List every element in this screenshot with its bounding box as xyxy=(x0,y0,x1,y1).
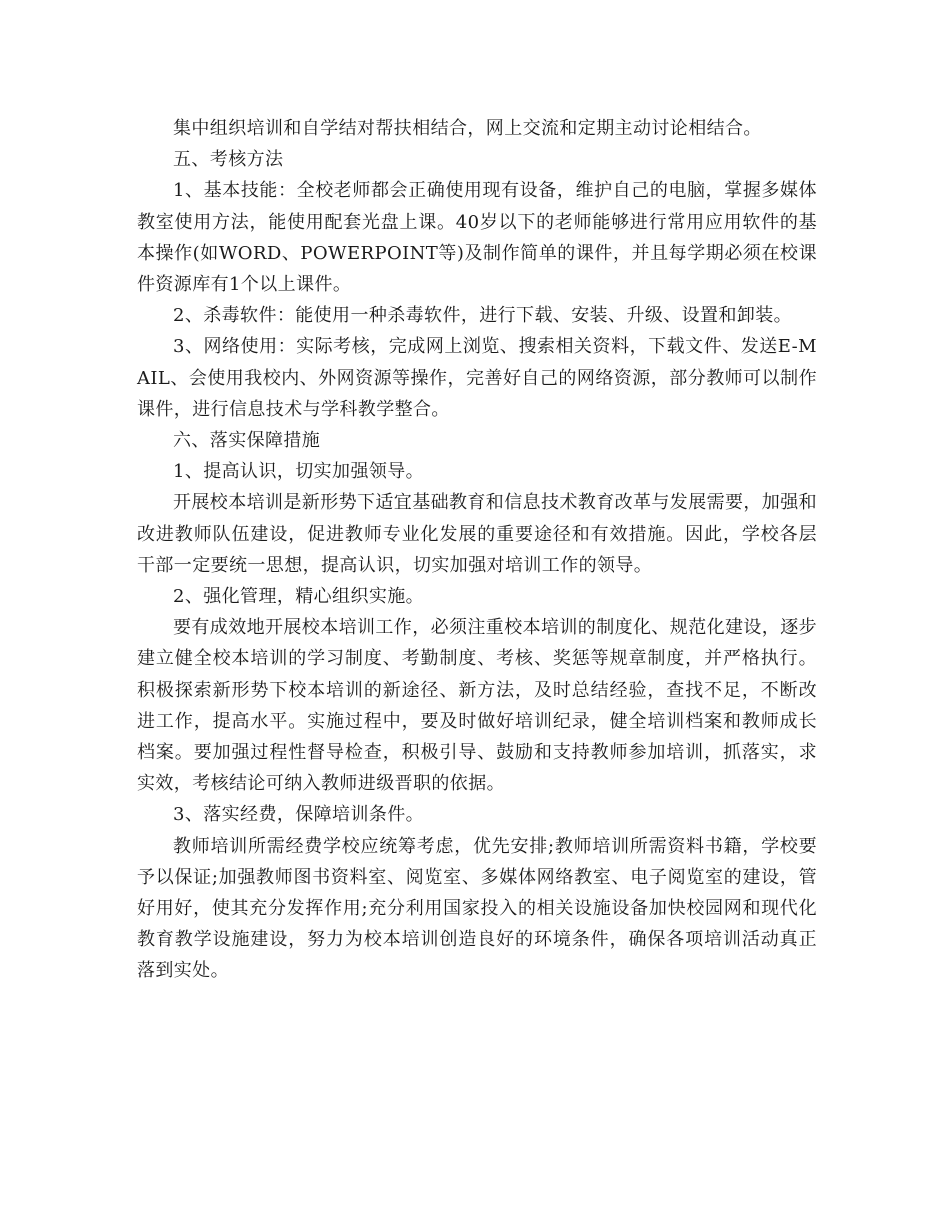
paragraph-raise-awareness: 开展校本培训是新形势下适宜基础教育和信息技术教育改革与发展需要，加强和改进教师队伍建设，促进教师专业化发展的重要途径和有效措施。因此，学校各层干部一定要统一思想，提高认识，切实加强对培训工作的领导。 xyxy=(137,492,817,576)
paragraph-intro: 集中组织培训和自学结对帮扶相结合，网上交流和定期主动讨论相结合。 xyxy=(173,118,762,139)
heading-safeguard-measures: 六、落实保障措施 xyxy=(173,430,321,452)
paragraph-network-use: 3、网络使用：实际考核，完成网上浏览、搜索相关资料，下载文件、发送E-MAIL、会使用我校内、外网资源等操作，完善好自己的网络资源，部分教师可以制作课件，进行信息技术与学科教学整合。 xyxy=(137,336,817,420)
paragraph-basic-skills: 1、基本技能：全校老师都会正确使用现有设备，维护自己的电脑，掌握多媒体教室使用方法，能使用配套光盘上课。40岁以下的老师能够进行常用应用软件的基本操作(如WORD、POWERPOINT等)及制作简单的课件，并且每学期必须在校课件资源库有1个以上课件。 xyxy=(137,180,817,296)
subheading-funding: 3、落实经费，保障培训条件。 xyxy=(173,804,425,826)
subheading-raise-awareness: 1、提高认识，切实加强领导。 xyxy=(173,461,425,483)
paragraph-funding: 教师培训所需经费学校应统筹考虑，优先安排;教师培训所需资料书籍，学校要予以保证;加强教师图书资料室、阅览室、多媒体网络教室、电子阅览室的建设，管好用好，使其充分发挥作用;充分利用国家投入的相关设施设备加快校园网和现代化教育教学设施建设，努力为校本培训创造良好的环境条件，确保各项培训活动真正落到实处。 xyxy=(137,835,817,982)
heading-assessment-method: 五、考核方法 xyxy=(173,149,284,171)
document-body xyxy=(137,113,817,987)
subheading-strengthen-management: 2、强化管理，精心组织实施。 xyxy=(173,586,425,608)
paragraph-strengthen-management: 要有成效地开展校本培训工作，必须注重校本培训的制度化、规范化建设，逐步建立健全校本培训的学习制度、考勤制度、考核、奖惩等规章制度，并严格执行。积极探索新形势下校本培训的新途径、新方法，及时总结经验，查找不足，不断改进工作，提高水平。实施过程中，要及时做好培训纪录，健全培训档案和教师成长档案。要加强过程性督导检查，积极引导、鼓励和支持教师参加培训，抓落实，求实效，考核结论可纳入教师进级晋职的依据。 xyxy=(137,617,817,795)
paragraph-antivirus: 2、杀毒软件：能使用一种杀毒软件，进行下载、安装、升级、设置和卸装。 xyxy=(173,305,793,327)
